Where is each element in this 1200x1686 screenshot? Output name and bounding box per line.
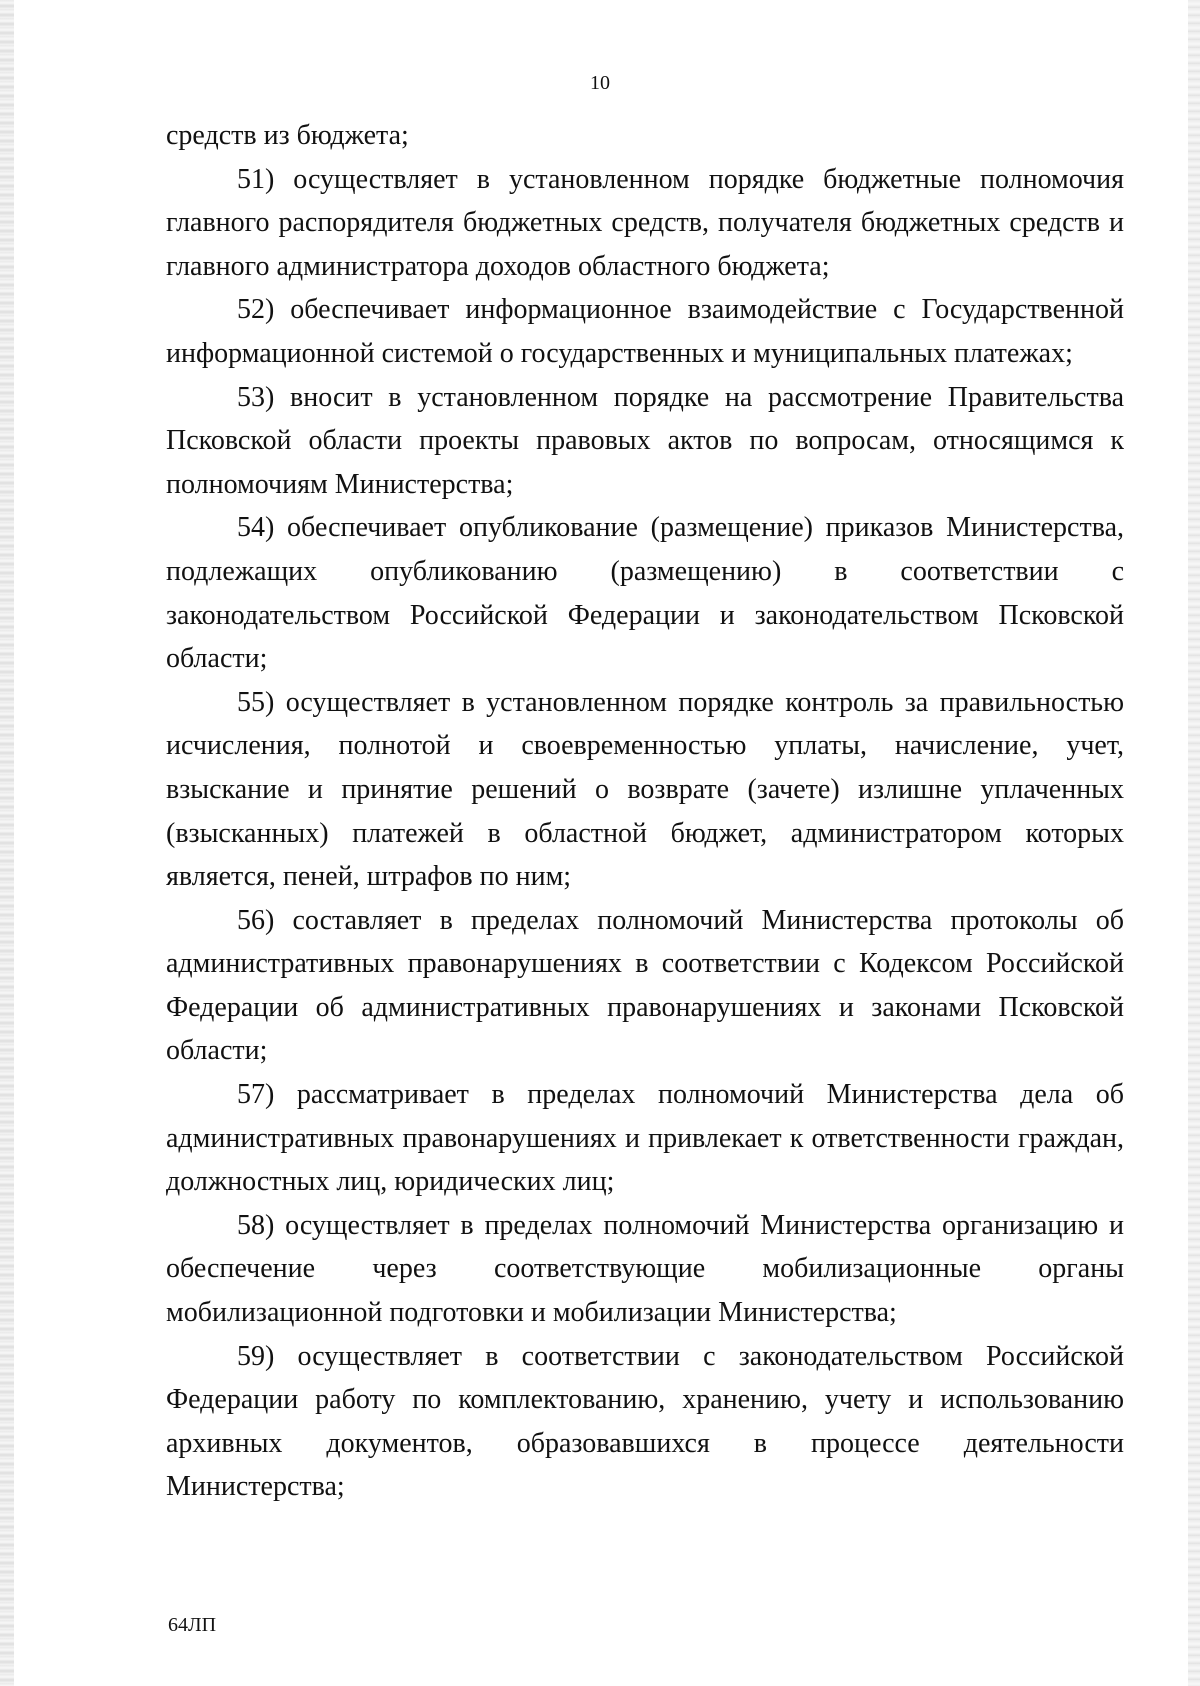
document-body (166, 114, 1124, 1509)
paragraph-continuation: средств из бюджета; (166, 120, 409, 151)
paragraph-item-53: 53) вносит в установленном порядке на рассмотрение Правительства Псковской области проекты правовых актов по вопросам, относящимся к полномочиям Министерства; (166, 381, 1124, 500)
paragraph-item-59: 59) осуществляет в соответствии с законодательством Российской Федерации работу по комплектованию, хранению, учету и использованию архивных документов, образовавшихся в процессе деятельности Министерства; (166, 1340, 1124, 1503)
scan-edge-right (1188, 0, 1200, 1686)
paragraph-item-54: 54) обеспечивает опубликование (размещение) приказов Министерства, подлежащих опубликованию (размещению) в соответствии с законодательством Российской Федерации и законодательством Псковской области; (166, 512, 1124, 675)
document-code: 64ЛП (168, 1614, 217, 1636)
paragraph-item-58: 58) осуществляет в пределах полномочий Министерства организацию и обеспечение через соответствующие мобилизационные органы мобилизационной подготовки и мобилизации Министерства; (166, 1209, 1124, 1329)
page-number: 10 (590, 72, 610, 94)
paragraph-item-57: 57) рассматривает в пределах полномочий Министерства дела об административных правонарушениях и привлекает к ответственности граждан, должностных лиц, юридических лиц; (166, 1079, 1124, 1198)
scan-edge-left (0, 0, 14, 1686)
paragraph-item-52: 52) обеспечивает информационное взаимодействие с Государственной информационной системой о государственных и муниципальных платежах; (166, 294, 1124, 369)
paragraph-item-51: 51) осуществляет в установленном порядке бюджетные полномочия главного распорядителя бюджетных средств, получателя бюджетных средств и главного администратора доходов областного бюджета; (166, 163, 1124, 282)
paragraph-item-56: 56) составляет в пределах полномочий Министерства протоколы об административных правонарушениях в соответствии с Кодексом Российской Федерации об административных правонарушениях и законами Псковской области; (166, 904, 1124, 1067)
paragraph-item-55: 55) осуществляет в установленном порядке контроль за правильностью исчисления, полнотой и своевременностью уплаты, начисление, учет, взыскание и принятие решений о возврате (зачете) излишне уплаченных (взысканных) платежей в областной бюджет, администратором которых является, пеней, штрафов по ним; (166, 686, 1124, 893)
